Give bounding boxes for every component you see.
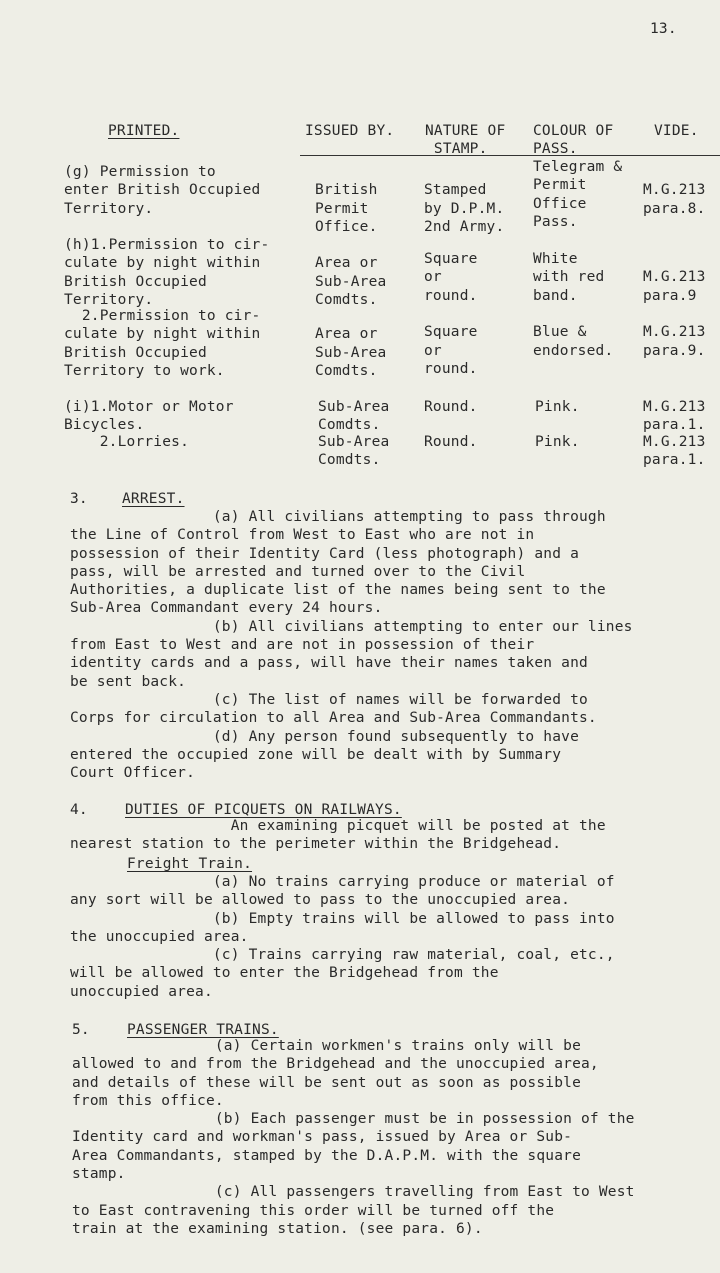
table-row-i1-vide: M.G.213 para.1. <box>643 399 706 434</box>
header-issued-by: ISSUED BY. <box>305 123 395 139</box>
section-3-heading: ARREST. <box>122 491 185 507</box>
table-row-i2-vide: M.G.213 para.1. <box>643 434 706 469</box>
table-row-g-vide: M.G.213 para.8. <box>643 182 706 217</box>
section-3-number: 3. <box>70 491 88 507</box>
header-nature-of-stamp: NATURE OF STAMP. <box>425 123 506 157</box>
table-row-i2-printed: 2.Lorries. <box>64 434 190 450</box>
table-row-g-printed: (g) Permission to enter British Occupied Territory. <box>64 164 261 217</box>
table-row-h2-colour: Blue & endorsed. <box>533 324 614 359</box>
section-4-intro: An examining picquet will be posted at the nearest station to the perimeter within the Bridgehead. <box>70 818 606 853</box>
table-row-i1-colour: Pink. <box>535 399 580 415</box>
header-rule <box>300 155 720 156</box>
header-colour-of-pass: COLOUR OF PASS. <box>533 123 614 157</box>
table-row-g-colour: Telegram & Permit Office Pass. <box>533 159 623 230</box>
table-row-g-stamp: Stamped by D.P.M. 2nd Army. <box>424 182 505 235</box>
section-5-heading: PASSENGER TRAINS. <box>127 1022 279 1038</box>
table-row-h1-printed: (h)1.Permission to cir- culate by night within British Occupied Territory. <box>64 237 270 308</box>
header-printed: PRINTED. <box>108 123 180 139</box>
section-5-number: 5. <box>72 1022 90 1038</box>
table-row-h1-issued-by: Area or Sub-Area Comdts. <box>315 255 387 308</box>
header-vide: VIDE. <box>654 123 699 139</box>
table-row-i2-stamp: Round. <box>424 434 478 450</box>
table-row-h1-stamp: Square or round. <box>424 251 478 304</box>
section-4-body: (a) No trains carrying produce or material of any sort will be allowed to pass to the unoccupied area. (b) Empty trains will be allowed to pass into the unoccupied area. (c) Trains carrying raw material, coal, etc., will be allowed to enter the Bridgehead from the unoccupied area. <box>70 874 615 1000</box>
table-row-h1-colour: White with red band. <box>533 251 605 304</box>
table-row-i2-issued-by: Sub-Area Comdts. <box>318 434 390 469</box>
table-row-h2-vide: M.G.213 para.9. <box>643 324 706 359</box>
section-5-body: (a) Certain workmen's trains only will be allowed to and from the Bridgehead and the unoccupied area, and details of these will be sent out as soon as possible from this office. (b) Each passenger must be in possession of the Identity card and workman's pass, issued by Area or Sub- Area Commandants, stamped by the D.A.P.M. with the square stamp. (c) All passengers travelling from East to West to East contravening this order will be turned off the train at the examining station. (see para. 6). <box>72 1038 635 1237</box>
table-row-h1-vide: M.G.213 para.9 <box>643 269 706 304</box>
table-row-g-issued-by: British Permit Office. <box>315 182 378 235</box>
page-number: 13. <box>650 21 677 37</box>
table-row-i1-stamp: Round. <box>424 399 478 415</box>
section-4-number: 4. <box>70 802 88 818</box>
section-3-body: (a) All civilians attempting to pass through the Line of Control from West to East who are not in possession of their Identity Card (less photograph) and a pass, will be arrested and turned over to the Civil Authorities, a duplicate list of the names being sent to the Sub-Area Commandant every 24 hours. (b) All civilians attempting to enter our lines from East to West and are not in possession of their identity cards and a pass, will have their names taken and be sent back. (c) The list of names will be forwarded to Corps for circulation to all Area and Sub-Area Commandants. (d) Any person found subsequently to have entered the occupied zone will be dealt with by Summary Court Officer. <box>70 509 633 782</box>
table-row-i1-printed: (i)1.Motor or Motor Bicycles. <box>64 399 234 434</box>
section-4-heading: DUTIES OF PICQUETS ON RAILWAYS. <box>125 802 402 818</box>
section-4-subheading: Freight Train. <box>127 856 253 872</box>
table-row-i1-issued-by: Sub-Area Comdts. <box>318 399 390 434</box>
table-row-h2-issued-by: Area or Sub-Area Comdts. <box>315 326 387 379</box>
table-row-h2-printed: 2.Permission to cir- culate by night within British Occupied Territory to work. <box>64 308 261 379</box>
table-row-h2-stamp: Square or round. <box>424 324 478 377</box>
table-row-i2-colour: Pink. <box>535 434 580 450</box>
